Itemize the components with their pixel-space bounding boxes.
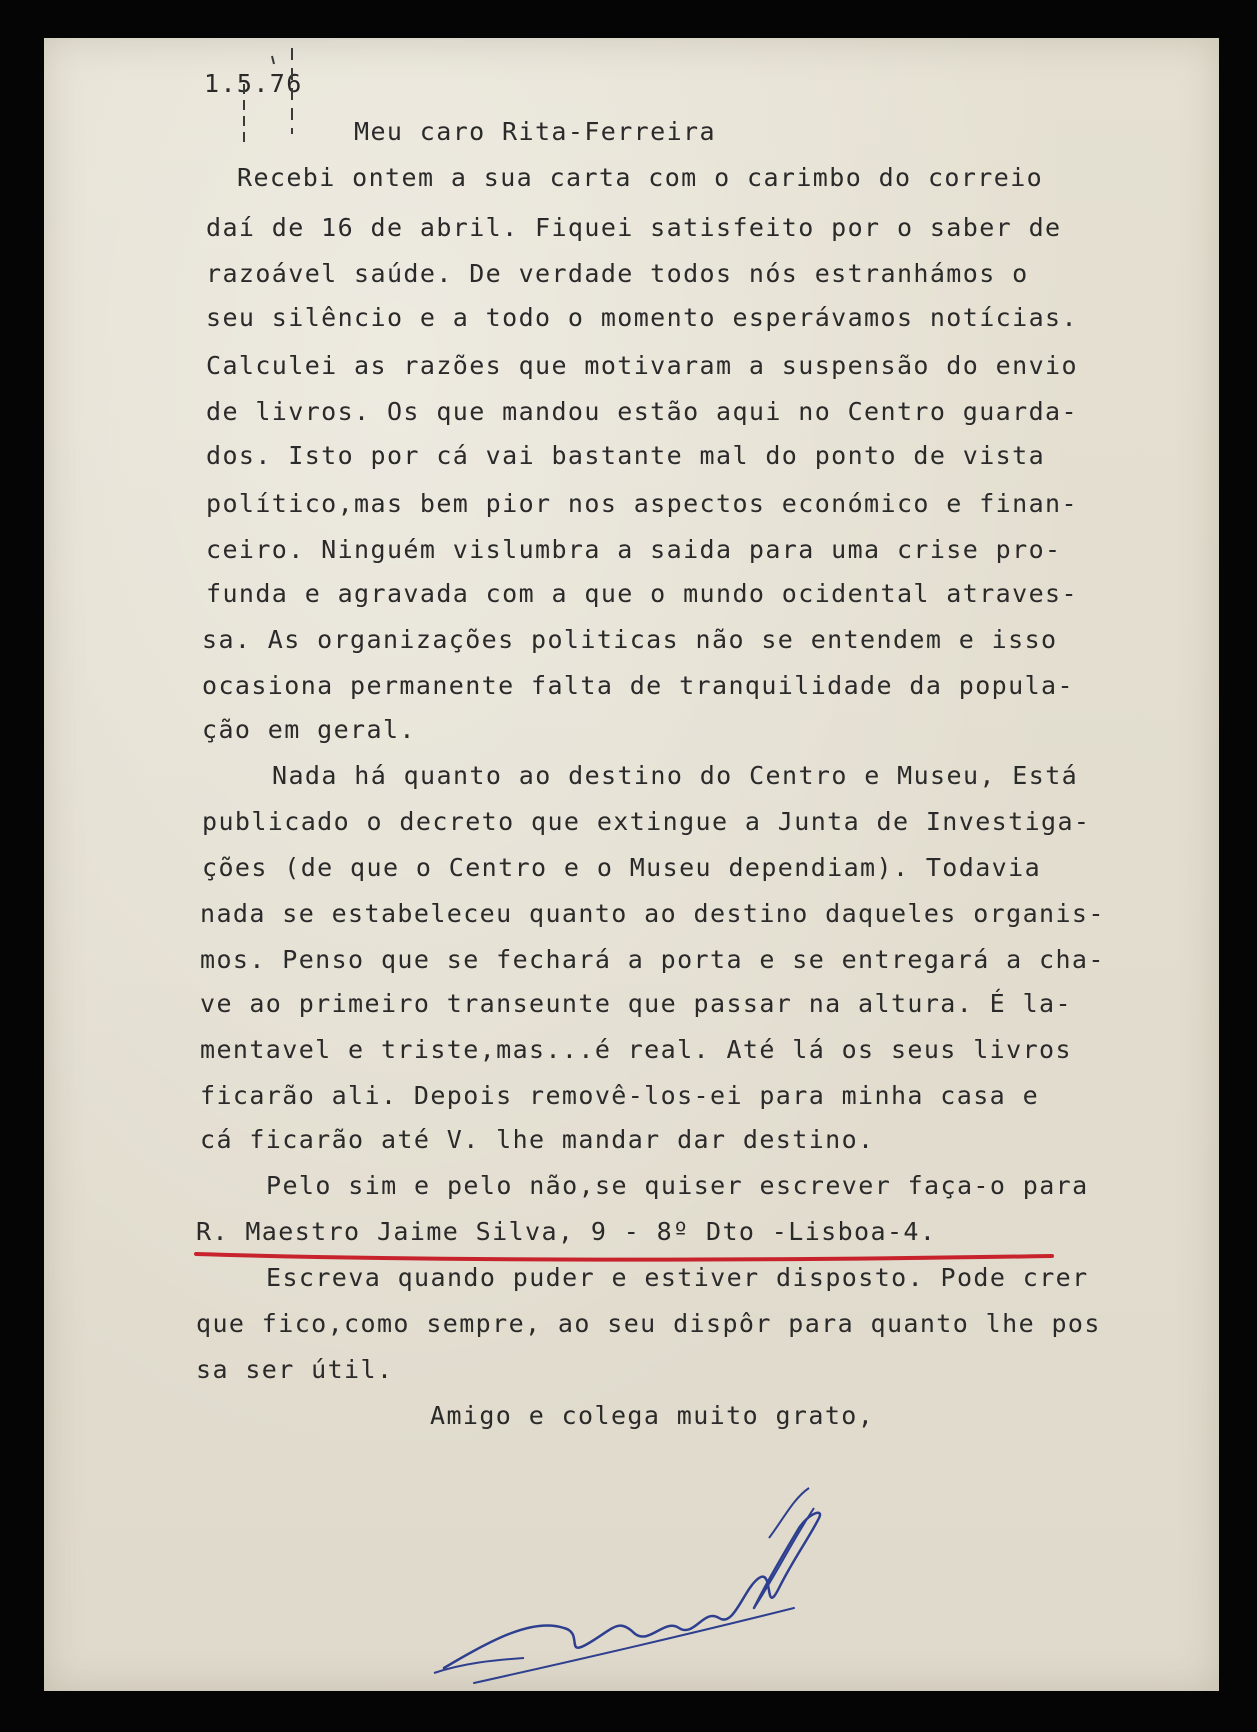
text-line: daí de 16 de abril. Fiquei satisfeito por o saber de [206,213,1062,242]
text-line: dos. Isto por cá vai bastante mal do ponto de vista [206,441,1046,470]
text-line: seu silêncio e a todo o momento esperávamos notícias. [206,303,1078,332]
text-line: Recebi ontem a sua carta com o carimbo do correio [237,163,1044,192]
text-line: Escreva quando puder e estiver disposto. Pode crer [266,1263,1089,1292]
text-line: publicado o decreto que extingue a Junta de Investiga- [202,807,1091,836]
text-line: ocasiona permanente falta de tranquilidade da popula- [202,671,1074,700]
letter-date: 1.5.76 [204,69,303,98]
salutation: Meu caro Rita-Ferreira [354,117,716,146]
address-line: R. Maestro Jaime Silva, 9 - 8º Dto -Lisboa-4. [196,1217,937,1246]
text-line: Calculei as razões que motivaram a suspensão do envio [206,351,1078,380]
text-line: razoável saúde. De verdade todos nós estranhámos o [206,259,1029,288]
text-line: de livros. Os que mandou estão aqui no Centro guarda- [206,397,1078,426]
text-line: sa ser útil. [196,1355,394,1384]
signature [414,1468,834,1698]
text-line: Nada há quanto ao destino do Centro e Museu, Está [272,761,1079,790]
text-line: Pelo sim e pelo não,se quiser escrever faça-o para [266,1171,1089,1200]
text-line: político,mas bem pior nos aspectos económico e finan- [206,489,1078,518]
text-line: cá ficarão até V. lhe mandar dar destino. [200,1125,875,1154]
text-line: ção em geral. [202,715,416,744]
text-line: ficarão ali. Depois removê-los-ei para minha casa e [200,1081,1040,1110]
text-line: ceiro. Ninguém vislumbra a saida para uma crise pro- [206,535,1062,564]
text-line: nada se estabeleceu quanto ao destino daqueles organis- [200,899,1105,928]
text-line: ções (de que o Centro e o Museu dependiam). Todavia [202,853,1042,882]
text-line: funda e agravada com a que o mundo ocidental atraves- [206,579,1078,608]
text-line: ve ao primeiro transeunte que passar na altura. É la- [200,989,1072,1018]
text-line: sa. As organizações politicas não se entendem e isso [202,625,1058,654]
closing: Amigo e colega muito grato, [430,1401,875,1430]
text-line: que fico,como sempre, ao seu dispôr para quanto lhe pos [196,1309,1101,1338]
text-line: mos. Penso que se fechará a porta e se entregará a cha- [200,945,1105,974]
text-line: mentavel e triste,mas...é real. Até lá os seus livros [200,1035,1072,1064]
pencil-marks [232,46,312,166]
letter-page [44,38,1219,1691]
